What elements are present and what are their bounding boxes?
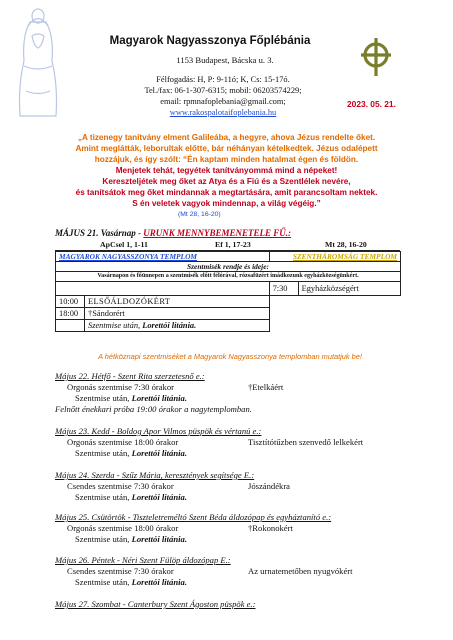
quote-line: „A tizenegy tanítvány elment Galileába, a hegyre, ahova Jézus rendelte őket. (77, 133, 376, 142)
office-hours: Félfogadás: H, P: 9-11ó; K, Cs: 15-17ó. (156, 75, 290, 84)
issue-date: 2023. 05. 21. (347, 99, 396, 109)
mass-intention: Jószándékra (248, 481, 290, 491)
parish-title: Magyarok Nagyasszonya Főplébánia (109, 35, 311, 47)
quote-line: Kereszteljétek meg őket az Atya és a Fiú és a Szentlélek nevére, (102, 177, 351, 186)
mass-intention: †Rokonokért (248, 523, 293, 533)
phone-line: Tel./fax: 06-1-307-6315; mobil: 06203574229; (144, 86, 302, 95)
quote-line: S én veletek vagyok mindennap, a világ végéig.” (132, 199, 321, 208)
mass-time: Csendes szentmise 7:30 órakor (67, 481, 174, 491)
quote-line: Amint meglátták, leborultak előtte, bár néhányan kételkedtek. Jézus odalépett (75, 144, 378, 153)
after-mass (55, 448, 435, 459)
after-mass-text: Szentmise után, Lorettói litánia. (75, 492, 187, 502)
mass-time: Orgonás szentmise 7:30 órakor (67, 382, 175, 392)
mass-intention: Tisztítótűzben szenvedő lelkekért (248, 437, 364, 447)
day-heading: Május 22. Hétfő - Szent Rita szerzetesnő e.: (55, 371, 205, 381)
weekday-note: A hétköznapi szentmiséket a Magyarok Nagyasszonya templomban mutatjuk be! (98, 352, 362, 361)
gospel-quote (14, 132, 439, 209)
mass-time: Orgonás szentmise 18:00 órakor (67, 437, 179, 447)
time-left: 18:00 (56, 308, 85, 320)
website-link[interactable]: www.rakospalotaifoplebania.hu (169, 108, 277, 117)
day-block (55, 470, 435, 503)
email-line: email: rpmnafoplebania@gmail.com; (160, 97, 286, 106)
after-mass (55, 534, 435, 545)
quote-line: hozzájuk, és így szólt: “Én kaptam minden hatalmat égen és földön. (94, 155, 359, 164)
schedule-note: Vasárnapon és főünnepen a szentmisék előtt félórával, rózsafüzért imádkozunk egyházközségünkért. (56, 272, 401, 282)
reading-3: Mt 28, 16-20 (325, 240, 367, 249)
schedule-title: Szentmisék rendje és ideje: (56, 262, 401, 272)
day-block (55, 555, 435, 588)
reading-2: Ef 1, 17-23 (215, 240, 251, 249)
day-heading: Május 27. Szombat - Canterbury Szent Ágoston püspök e.: (55, 599, 256, 609)
after-mass-text: Szentmise után, Lorettói litánia. (75, 577, 187, 587)
time-left: 10:00 (56, 296, 85, 308)
quote-line: Menjetek tehát, tegyétek tanítványommá mind a népeket! (115, 166, 338, 175)
after-mass (55, 577, 435, 588)
sunday-heading: MÁJUS 21. Vasárnap - URUNK MENNYBEMENETELE FŰ.: (55, 228, 292, 238)
sunday-date: MÁJUS 21. Vasárnap (55, 228, 136, 238)
litany-note (85, 320, 270, 332)
day-heading: Május 24. Szerda - Szűz Mária, keresztények segítsége E.: (55, 470, 255, 480)
day-heading: Május 25. Csütörtök - Tiszteletreméltó Szent Béda áldozópap és egyháztanító e.: (55, 512, 332, 522)
mass-intention: Az urnatemetőben nyugvókért (248, 566, 353, 576)
after-mass (55, 393, 435, 404)
day-block (55, 371, 435, 415)
schedule-table (55, 251, 401, 332)
statue-logo (8, 6, 68, 121)
church-right: SZENTHÁROMSÁG TEMPLOM (269, 252, 400, 262)
after-mass-text: Szentmise után, Lorettói litánia. (75, 393, 187, 403)
intention-left: †Sándorért (85, 308, 270, 320)
quote-line: és tanítsátok meg őket mindannak a megtartására, amit parancsoltam nektek. (75, 188, 378, 197)
church-left: MAGYAROK NAGYASSZONYA TEMPLOM (56, 252, 270, 262)
day-heading: Május 26. Péntek - Néri Szent Fülöp áldozópap E.: (55, 555, 231, 565)
intention-right: Egyházközségért (298, 282, 400, 296)
time-right: 7:30 (269, 282, 298, 296)
intention-left: ELSŐÁLDOZÓKÉRT (85, 296, 270, 308)
mass-time: Orgonás szentmise 18:00 órakor (67, 523, 179, 533)
day-block (55, 426, 435, 459)
sunday-feast: URUNK MENNYBEMENETELE FŰ.: (143, 228, 292, 238)
parish-address: 1153 Budapest, Bácska u. 3. (176, 55, 274, 65)
litany-text: Szentmise után, Lorettói litánia. (88, 320, 197, 330)
after-mass-text: Szentmise után, Lorettói litánia. (75, 448, 187, 458)
after-mass (55, 492, 435, 503)
after-mass-text: Szentmise után, Lorettói litánia. (75, 534, 187, 544)
day-block (55, 512, 435, 545)
reading-1: ApCsel 1, 1-11 (100, 240, 148, 249)
day-extra: Felnőtt énekkari próba 19:00 órakor a nagytemplomban. (55, 404, 252, 414)
quote-reference: (Mt 28, 16-20) (178, 211, 221, 218)
day-heading: Május 23. Kedd - Boldog Apor Vilmos püspök és vértanú e.: (55, 426, 262, 436)
mass-time: Csendes szentmise 7:30 órakor (67, 566, 174, 576)
mass-intention: †Etelkáért (248, 382, 284, 392)
cross-logo (356, 36, 396, 78)
readings-row (55, 240, 400, 251)
